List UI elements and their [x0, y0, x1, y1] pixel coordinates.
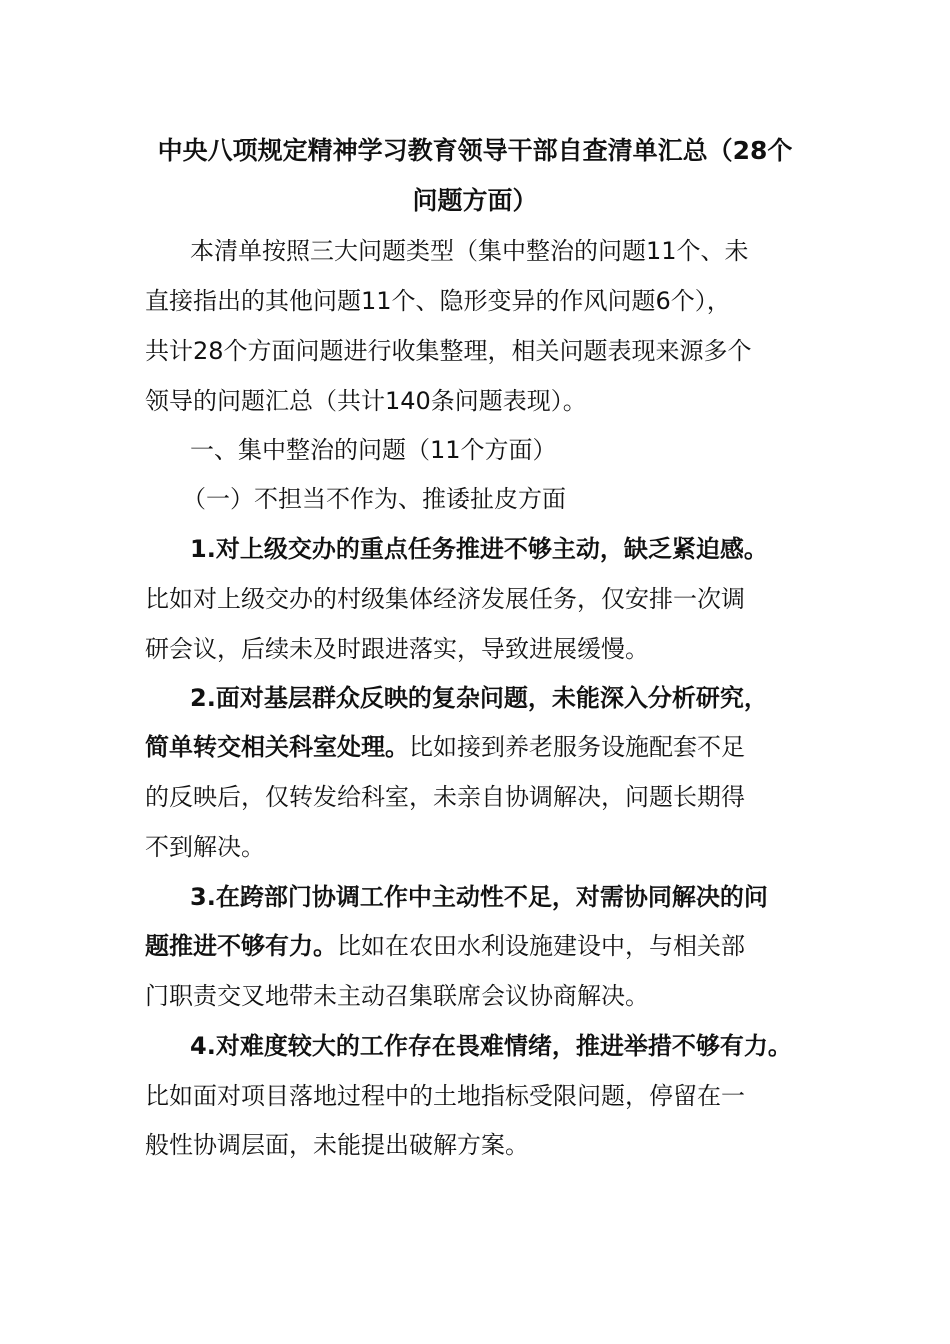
subsection-heading: （一）不担当不作为、推诿扯皮方面	[182, 485, 566, 513]
item-2-body-start: 比如接到养老服务设施配套不足	[409, 733, 745, 761]
item-2-lead: 2.面对基层群众反映的复杂问题，未能深入分析研究，	[190, 684, 768, 712]
document-title-line-2: 问题方面）	[412, 186, 538, 215]
item-2-body-line-3: 不到解决。	[145, 833, 265, 861]
intro-line-4: 领导的问题汇总（共计140条问题表现）。	[145, 387, 587, 415]
item-2-line-2	[145, 722, 745, 772]
item-2-body-line-2: 的反映后，仅转发给科室，未亲自协调解决，问题长期得	[145, 783, 745, 811]
item-3-body-line-2: 门职责交叉地带未主动召集联席会议协商解决。	[145, 982, 649, 1010]
item-2-lead-continued: 简单转交相关科室处理。	[145, 733, 409, 761]
document-title-line-1: 中央八项规定精神学习教育领导干部自查清单汇总（28个	[157, 136, 793, 165]
section-heading: 一、集中整治的问题（11个方面）	[190, 436, 557, 464]
item-1-body-line-2: 研会议，后续未及时跟进落实，导致进展缓慢。	[145, 635, 649, 663]
item-4-lead: 4.对难度较大的工作存在畏难情绪，推进举措不够有力。	[190, 1032, 792, 1060]
item-4-body-line-1: 比如面对项目落地过程中的土地指标受限问题，停留在一	[145, 1082, 745, 1110]
intro-line-2: 直接指出的其他问题11个、隐形变异的作风问题6个），	[145, 287, 731, 315]
item-3-line-2	[145, 921, 745, 971]
item-1-lead: 1.对上级交办的重点任务推进不够主动，缺乏紧迫感。	[190, 535, 768, 563]
item-4-body-line-2: 般性协调层面，未能提出破解方案。	[145, 1131, 529, 1159]
item-3-lead-continued: 题推进不够有力。	[145, 932, 337, 960]
item-3-lead: 3.在跨部门协调工作中主动性不足，对需协同解决的问	[190, 883, 768, 911]
intro-line-1: 本清单按照三大问题类型（集中整治的问题11个、未	[190, 237, 749, 265]
item-1-body-line-1: 比如对上级交办的村级集体经济发展任务，仅安排一次调	[145, 585, 745, 613]
item-3-body-start: 比如在农田水利设施建设中，与相关部	[337, 932, 745, 960]
intro-line-3: 共计28个方面问题进行收集整理，相关问题表现来源多个	[145, 337, 752, 365]
